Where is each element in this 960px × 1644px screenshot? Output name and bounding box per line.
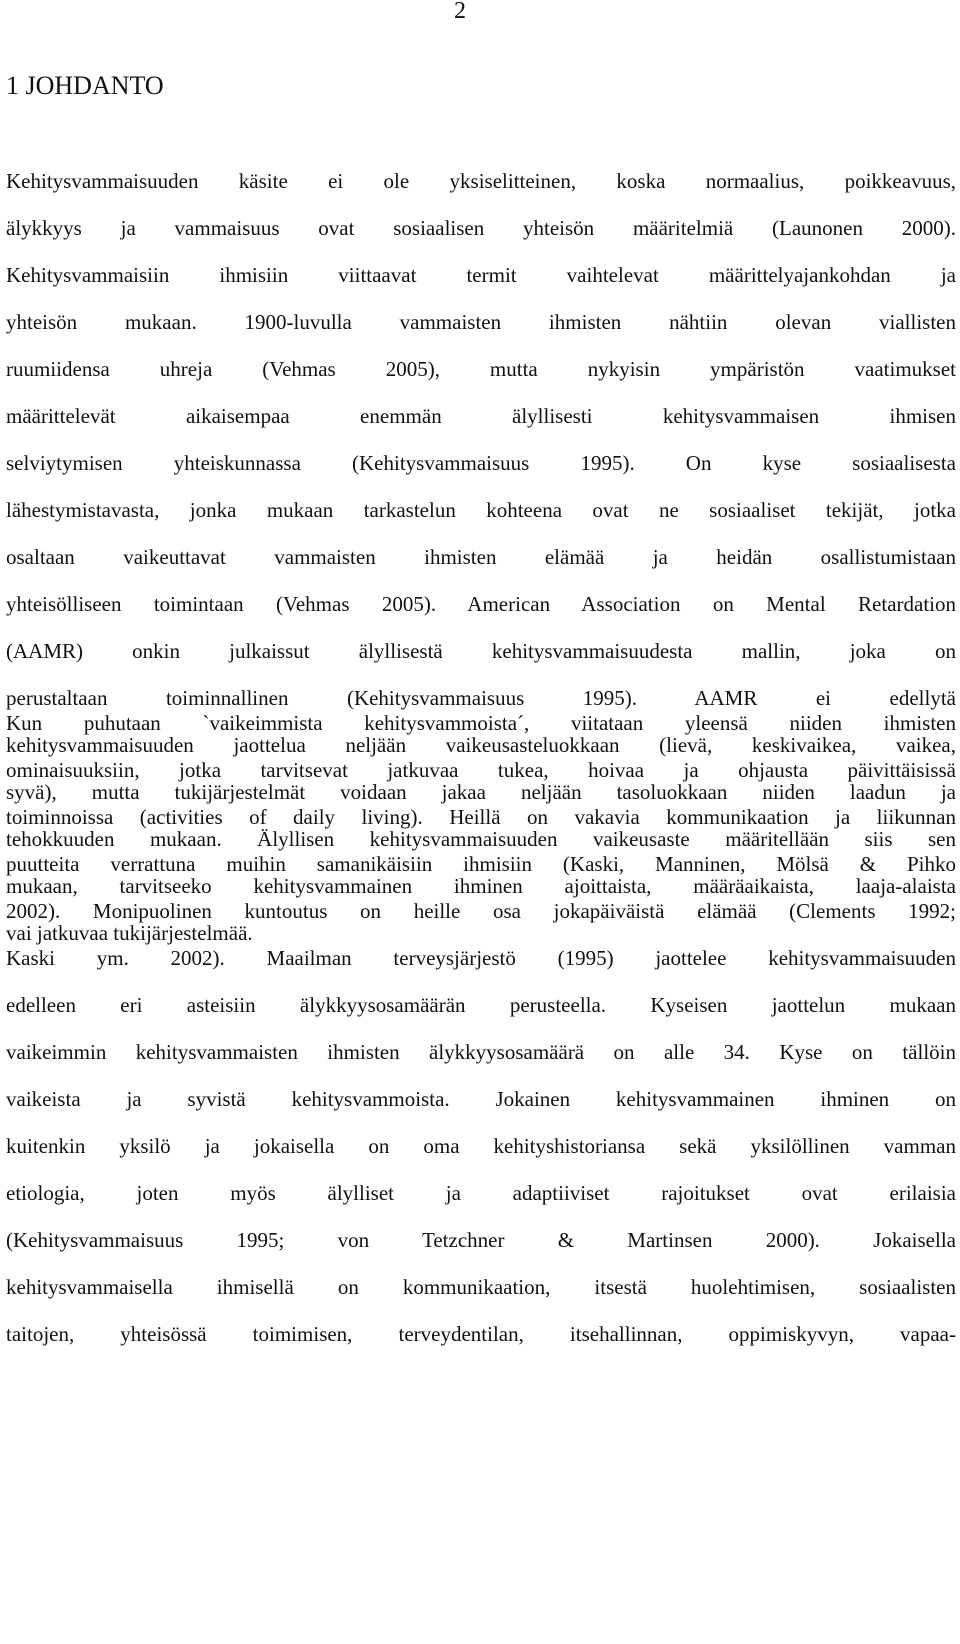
text-line: kehitysvammaisuuden jaottelua neljään vaikeusasteluokkaan (lievä, keskivaikea, vaikea, — [6, 733, 956, 757]
text-line: yhteisölliseen toimintaan (Vehmas 2005). American Association on Mental Retardation — [6, 592, 956, 616]
text-line: älykkyys ja vammaisuus ovat sosiaalisen yhteisön määritelmiä (Launonen 2000). — [6, 216, 956, 240]
text-line: mukaan, tarvitseeko kehitysvammainen ihminen ajoittaista, määräaikaista, laaja-alaista — [6, 874, 956, 898]
paragraph-severe-disabilities — [6, 700, 956, 1358]
text-line: ruumiidensa uhreja (Vehmas 2005), mutta nykyisin ympäristön vaatimukset — [6, 357, 956, 381]
text-line: perustaltaan toiminnallinen (Kehitysvammaisuus 1995). AAMR ei edellytä — [6, 686, 956, 710]
text-line: etiologia, joten myös älylliset ja adaptiiviset rajoitukset ovat erilaisia — [6, 1181, 956, 1205]
text-line: Kun puhutaan `vaikeimmista kehitysvammoista´, viitataan yleensä niiden ihmisten — [6, 711, 956, 735]
text-line: kehitysvammaisella ihmisellä on kommunikaation, itsestä huolehtimisen, sosiaalisten — [6, 1275, 956, 1299]
text-line: kuitenkin yksilö ja jokaisella on oma kehityshistoriansa sekä yksilöllinen vamman — [6, 1134, 956, 1158]
text-line: määrittelevät aikaisempaa enemmän älyllisesti kehitysvammaisen ihmisen — [6, 404, 956, 428]
text-line: lähestymistavasta, jonka mukaan tarkastelun kohteena ovat ne sosiaaliset tekijät, jotka — [6, 498, 956, 522]
text-line: tehokkuuden mukaan. Älyllisen kehitysvammaisuuden vaikeusaste määritellään siis sen — [6, 827, 956, 851]
text-line: (AAMR) onkin julkaissut älyllisestä kehitysvammaisuudesta mallin, joka on — [6, 639, 956, 663]
text-line: vaikeimmin kehitysvammaisten ihmisten älykkyysosamäärä on alle 34. Kyse on tällöin — [6, 1040, 956, 1064]
text-line: ominaisuuksiin, jotka tarvitsevat jatkuvaa tukea, hoivaa ja ohjausta päivittäisissä — [6, 758, 956, 782]
chapter-title: 1 JOHDANTO — [6, 71, 164, 100]
text-line: selviytymisen yhteiskunnassa (Kehitysvammaisuus 1995). On kyse sosiaalisesta — [6, 451, 956, 475]
text-line: edelleen eri asteisiin älykkyysosamäärän perusteella. Kyseisen jaottelun mukaan — [6, 993, 956, 1017]
text-line: syvä), mutta tukijärjestelmät voidaan jakaa neljään tasoluokkaan niiden laadun ja — [6, 780, 956, 804]
text-line: vai jatkuvaa tukijärjestelmää. — [6, 921, 253, 945]
text-line: 2002). Monipuolinen kuntoutus on heille osa jokapäiväistä elämää (Clements 1992; — [6, 899, 956, 923]
page-number: 2 — [454, 0, 466, 24]
text-line: puutteita verrattuna muihin samanikäisiin ihmisiin (Kaski, Manninen, Mölsä & Pihko — [6, 852, 956, 876]
text-line: Kehitysvammaisiin ihmisiin viittaavat termit vaihtelevat määrittelyajankohdan ja — [6, 263, 956, 287]
text-line: Kehitysvammaisuuden käsite ei ole yksiselitteinen, koska normaalius, poikkeavuus, — [6, 169, 956, 193]
text-line: Kaski ym. 2002). Maailman terveysjärjestö (1995) jaottelee kehitysvammaisuuden — [6, 946, 956, 970]
text-line: taitojen, yhteisössä toimimisen, terveydentilan, itsehallinnan, oppimiskyvyn, vapaa- — [6, 1322, 956, 1346]
text-line: vaikeista ja syvistä kehitysvammoista. Jokainen kehitysvammainen ihminen on — [6, 1087, 956, 1111]
text-line: (Kehitysvammaisuus 1995; von Tetzchner & Martinsen 2000). Jokaisella — [6, 1228, 956, 1252]
text-line: osaltaan vaikeuttavat vammaisten ihmisten elämää ja heidän osallistumistaan — [6, 545, 956, 569]
text-line: toiminnoissa (activities of daily living). Heillä on vakavia kommunikaation ja liikunnan — [6, 805, 956, 829]
text-line: yhteisön mukaan. 1900-luvulla vammaisten ihmisten nähtiin olevan viallisten — [6, 310, 956, 334]
